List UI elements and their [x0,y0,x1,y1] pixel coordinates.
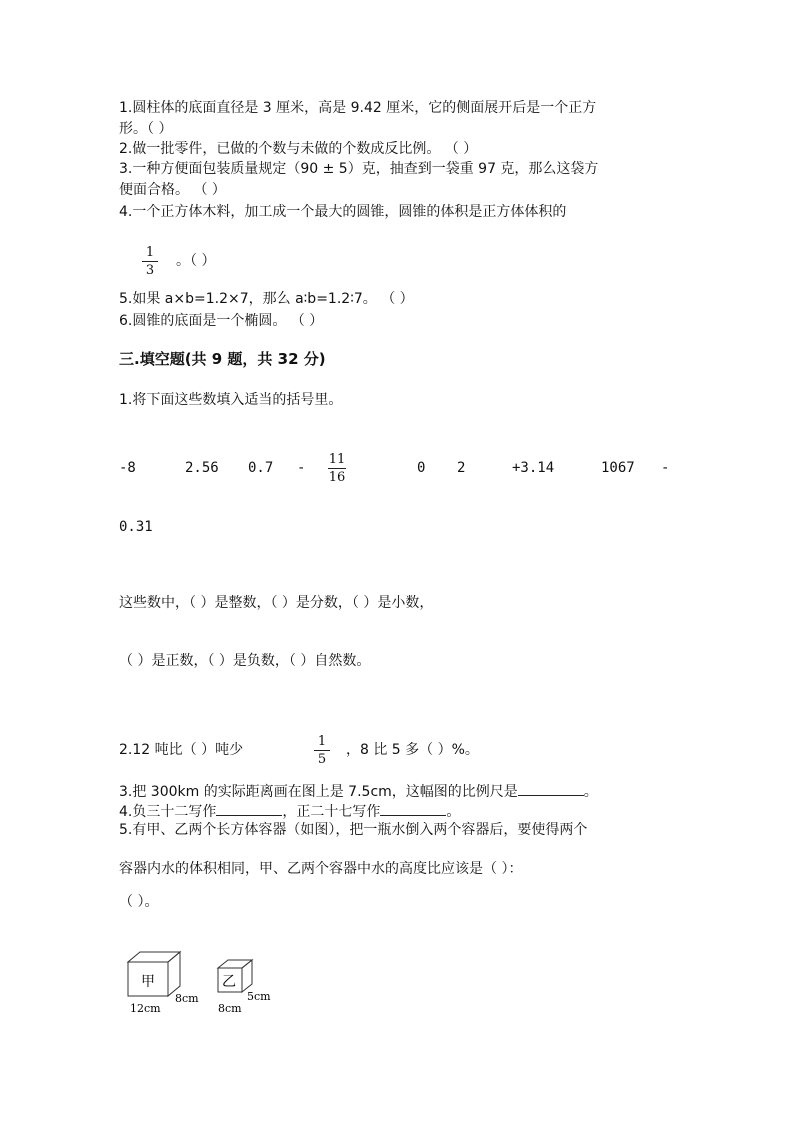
fill-q5-line3: （ ）。 [119,894,159,910]
fraction-bar [314,750,330,751]
answer-blank[interactable] [518,781,584,796]
container-jia-height: 8cm [175,992,199,1005]
number-item: 2.56 [185,460,219,476]
judge-q4-fraction [140,245,160,278]
answer-blank[interactable] [380,801,446,816]
judge-q3-line2: 便面合格。 （ ） [119,182,226,198]
answer-blank[interactable] [216,801,282,816]
fill-q4 [119,801,460,821]
container-jia-label: 甲 [141,974,155,990]
fill-q5-line1: 5.有甲、乙两个长方体容器（如图），把一瓶水倒入两个容器后，要使得两个 [119,822,588,838]
container-jia-width: 12cm [130,1002,161,1015]
fraction-numerator: 11 [328,452,346,467]
number-item: 2 [457,460,466,476]
number-item: 0 [417,460,426,476]
fill-q1-line-b: （ ）是正数，（ ）是负数，（ ）自然数。 [119,653,371,669]
judge-q4-line1: 4.一个正方体木料，加工成一个最大的圆锥，圆锥的体积是正方体体积的 [119,204,567,220]
judge-q6: 6.圆锥的底面是一个椭圆。 （ ） [119,313,324,329]
fraction-denominator: 5 [317,752,327,767]
fraction-bar [142,261,158,262]
container-yi-width: 8cm [218,1002,242,1015]
number-item: +3.14 [512,460,555,476]
number-item: - [297,460,306,476]
container-yi [218,960,271,1015]
judge-q1-line1: 1.圆柱体的底面直径是 3 厘米，高是 9.42 厘米，它的侧面展开后是一个正方 [119,100,597,116]
fill-q2-fraction [312,734,332,767]
judge-q4-tail: 。（ ） [176,253,216,269]
section-title: 三.填空题(共 9 题，共 32 分) [119,350,326,368]
fill-q3-head: 3.把 300km 的实际距离画在图上是 7.5cm，这幅图的比例尺是 [119,784,518,800]
fill-q4-b: ，正二十七写作 [282,804,381,820]
judge-q3-line1: 3.一种方便面包装质量规定（90 ± 5）克，抽查到一袋重 97 克，那么这袋方 [119,161,599,177]
fraction-numerator: 1 [145,245,155,260]
judge-q1-line2: 形。（ ） [119,121,173,137]
fraction-denominator: 16 [328,470,346,485]
number-fraction [326,452,348,485]
fraction-denominator: 3 [145,263,155,278]
fill-q4-a: 4.负三十二写作 [119,804,217,820]
containers-figure [122,948,292,1018]
number-item: -8 [119,460,136,476]
container-yi-height: 5cm [247,990,271,1003]
fill-q2-head: 2.12 吨比（ ）吨少 [119,742,244,758]
number-item: 0.7 [248,460,274,476]
fill-q3 [119,781,598,801]
container-yi-label: 乙 [222,974,236,990]
fill-q1-intro: 1.将下面这些数填入适当的括号里。 [119,392,343,408]
fraction-bar [328,468,346,469]
judge-q5: 5.如果 a×b=1.2×7，那么 a∶b=1.2∶7。 （ ） [119,291,414,307]
container-jia [128,952,199,1015]
fill-q2-tail: ，8 比 5 多（ ）%。 [346,742,479,758]
fill-q1-line-a: 这些数中，（ ）是整数，（ ）是分数，（ ）是小数， [119,595,434,611]
number-item: - [661,460,670,476]
number-item-wrapped: 0.31 [119,519,153,535]
fill-q5-line2: 容器内水的体积相同，甲、乙两个容器中水的高度比应该是（ ）： [119,861,523,877]
fill-q3-tail: 。 [583,784,598,800]
number-item: 1067 [601,460,635,476]
judge-q2: 2.做一批零件，已做的个数与未做的个数成反比例。 （ ） [119,141,478,157]
fraction-numerator: 1 [317,734,327,749]
fill-q4-tail: 。 [446,804,461,820]
